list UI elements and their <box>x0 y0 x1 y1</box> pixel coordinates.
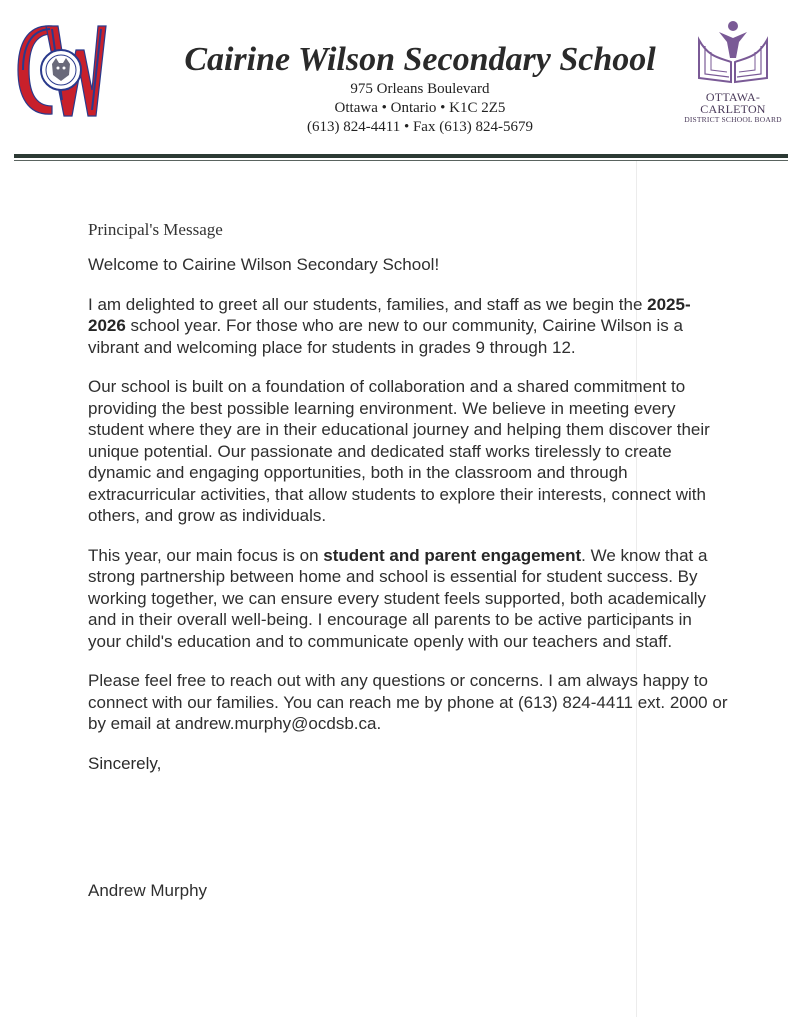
paragraph-1-text-b: school year. For those who are new to our community, Cairine Wilson is a vibrant and welcoming place for students in grades 9 through 12. <box>88 316 683 357</box>
letter-heading: Principal's Message <box>88 220 223 239</box>
paragraph-1 <box>88 294 728 359</box>
school-year-bold: 2025-2026 <box>88 294 691 335</box>
closing: Sincerely, <box>88 753 162 773</box>
phone-line: (613) 824-4411 • Fax (613) 824-5679 <box>307 119 533 135</box>
city-line: Ottawa • Ontario • K1C 2Z5 <box>334 100 506 116</box>
board-name: OTTAWA-CARLETON <box>700 90 766 116</box>
address-line: 975 Orleans Boulevard <box>350 81 490 97</box>
header-divider <box>14 154 788 158</box>
paragraph-2: Our school is built on a foundation of collaboration and a shared commitment to providing the best possible learning environment. We believe in meeting every student where they are in their educational journey and helping them discover their unique potential. Our passionate and dedicated staff works tirelessly to create dynamic and engaging opportunities, both in the classroom and through extracurricular activities, that allow students to explore their interests, connect with others, and grow as individuals. <box>88 377 710 525</box>
paragraph-3 <box>88 545 728 653</box>
header-divider-thin <box>14 160 788 161</box>
paragraph-4: Please feel free to reach out with any questions or concerns. I am always happy to connect with our families. You can reach me by phone at (613) 824-4411 ext. 2000 or by email at andrew.murphy@ocdsb.ca. <box>88 671 728 733</box>
board-logo <box>678 18 788 123</box>
focus-bold: student and parent engagement <box>323 545 582 565</box>
greeting: Welcome to Cairine Wilson Secondary School! <box>88 255 440 274</box>
paragraph-3-text-b: . We know that a strong partnership between home and school is essential for student success. By working together, we can ensure every student feels supported, both academically and in their overall well-being. I encourage all parents to be active participants in your child's education and to communicate openly with our teachers and staff. <box>88 545 708 651</box>
signature-name: Andrew Murphy <box>88 881 208 900</box>
school-crest-logo <box>12 20 108 120</box>
school-name: Cairine Wilson Secondary School <box>184 41 656 78</box>
letter-body <box>88 220 728 774</box>
letterhead-text <box>120 40 680 137</box>
paragraph-3-text-a: This year, our main focus is on <box>88 545 324 565</box>
board-subtitle: DISTRICT SCHOOL BOARD <box>684 115 782 124</box>
paragraph-1-text-a: I am delighted to greet all our students, families, and staff as we begin the <box>88 294 648 314</box>
open-book-figure-icon <box>693 18 773 88</box>
